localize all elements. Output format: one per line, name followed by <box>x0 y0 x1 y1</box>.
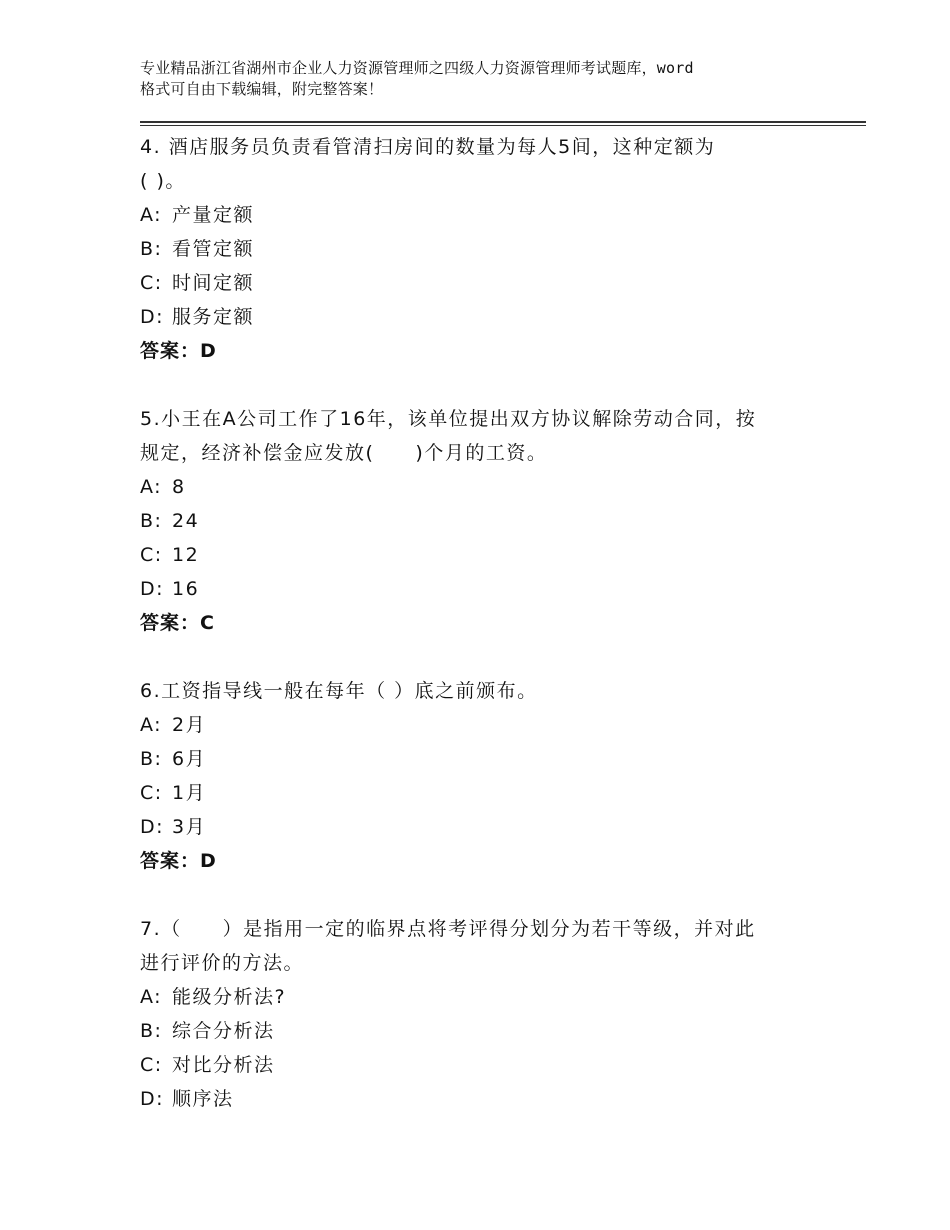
option-text: 综合分析法 <box>172 1020 275 1042</box>
option-d <box>140 572 840 606</box>
option-text: 对比分析法 <box>172 1054 275 1076</box>
option-d <box>140 810 840 844</box>
option-b <box>140 232 840 266</box>
option-text: 2月 <box>172 714 207 736</box>
answer-line: 答案：D <box>140 850 217 872</box>
option-a <box>140 198 840 232</box>
option-key: C: <box>140 272 163 294</box>
option-key: B: <box>140 1020 163 1042</box>
question-text-line: 4. 酒店服务员负责看管清扫房间的数量为每人5间，这种定额为 <box>140 136 716 158</box>
option-text: 16 <box>172 578 200 600</box>
question-6 <box>140 674 840 878</box>
question-text-line: ( )。 <box>140 170 186 192</box>
option-key: A: <box>140 204 163 226</box>
question-4 <box>140 130 840 368</box>
question-text-line: 7.（ ）是指用一定的临界点将考评得分划分为若干等级，并对此 <box>140 918 756 940</box>
option-text: 时间定额 <box>172 272 255 294</box>
question-text-line: 规定，经济补偿金应发放( )个月的工资。 <box>140 442 548 464</box>
question-spacer <box>140 368 840 402</box>
option-c <box>140 1048 840 1082</box>
option-a <box>140 708 840 742</box>
option-c <box>140 266 840 300</box>
option-text: 24 <box>172 510 200 532</box>
option-text: 顺序法 <box>172 1088 234 1110</box>
option-key: D: <box>140 816 165 838</box>
option-c <box>140 776 840 810</box>
answer-line: 答案：C <box>140 612 215 634</box>
option-a <box>140 980 840 1014</box>
option-key: A: <box>140 714 163 736</box>
option-key: D: <box>140 578 165 600</box>
header-line-2: 格式可自由下载编辑，附完整答案！ <box>140 80 384 98</box>
question-spacer <box>140 640 840 674</box>
option-a <box>140 470 840 504</box>
answer-line: 答案：D <box>140 340 217 362</box>
option-text: 1月 <box>172 782 207 804</box>
option-b <box>140 1014 840 1048</box>
option-key: D: <box>140 306 165 328</box>
option-key: B: <box>140 510 163 532</box>
option-text: 看管定额 <box>172 238 255 260</box>
option-key: C: <box>140 544 163 566</box>
option-text: 产量定额 <box>172 204 255 226</box>
question-text-line: 5.小王在A公司工作了16年，该单位提出双方协议解除劳动合同，按 <box>140 408 757 430</box>
option-d <box>140 300 840 334</box>
option-c <box>140 538 840 572</box>
option-b <box>140 504 840 538</box>
document-header <box>140 58 840 100</box>
option-key: B: <box>140 238 163 260</box>
question-5 <box>140 402 840 640</box>
option-key: A: <box>140 476 163 498</box>
header-line-1: 专业精品浙江省湖州市企业人力资源管理师之四级人力资源管理师考试题库，word <box>140 59 694 77</box>
option-text: 服务定额 <box>172 306 255 328</box>
option-text: 能级分析法? <box>172 986 287 1008</box>
question-list <box>140 130 840 1116</box>
header-divider-thick <box>140 121 866 123</box>
option-key: D: <box>140 1088 165 1110</box>
question-text-line: 进行评价的方法。 <box>140 952 305 974</box>
option-d <box>140 1082 840 1116</box>
header-divider-thin <box>140 125 866 126</box>
question-text-line: 6.工资指导线一般在每年（ ）底之前颁布。 <box>140 680 538 702</box>
option-b <box>140 742 840 776</box>
question-7 <box>140 912 840 1116</box>
option-key: B: <box>140 748 163 770</box>
question-spacer <box>140 878 840 912</box>
option-text: 6月 <box>172 748 207 770</box>
option-key: C: <box>140 782 163 804</box>
option-text: 8 <box>172 476 186 498</box>
option-key: A: <box>140 986 163 1008</box>
option-key: C: <box>140 1054 163 1076</box>
option-text: 12 <box>172 544 200 566</box>
option-text: 3月 <box>172 816 207 838</box>
